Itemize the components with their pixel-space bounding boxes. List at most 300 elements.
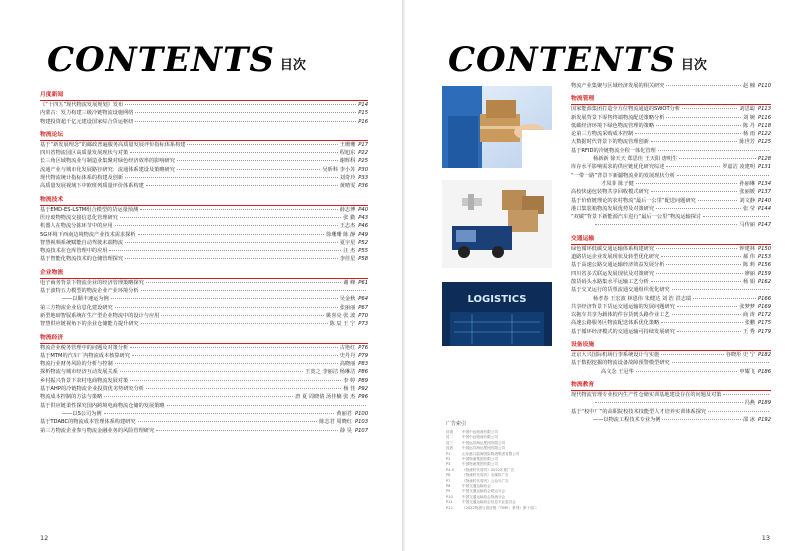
toc-entry-title: 物流产业集聚与区域经济发展的相关研究 bbox=[571, 83, 665, 89]
toc-entry[interactable] bbox=[571, 155, 771, 163]
toc-entry-title: 电子商务背景下物流企业的经济管理策略探究 bbox=[40, 279, 144, 286]
toc-leader-dots bbox=[666, 117, 741, 118]
toc-entry-title: 基于数据挖掘的物流设备故障预警模型研究 bbox=[571, 360, 670, 367]
toc-entry-author: 李佳星 bbox=[339, 256, 356, 263]
toc-entry-title: 物流行业财务风险的分析与控制 bbox=[40, 361, 113, 368]
toc-entry[interactable] bbox=[40, 279, 368, 287]
toc-entry-page: P186 bbox=[757, 368, 771, 375]
toc-entry-title: 医疗废物物流交接信息化管理研究 bbox=[40, 214, 118, 221]
toc-entry-page: P36 bbox=[358, 183, 368, 190]
toc-section-heading: 物流管理 bbox=[571, 94, 771, 105]
toc-entry[interactable] bbox=[571, 147, 771, 155]
advertiser-name: 中国远洋海运集团有限公司 bbox=[462, 440, 506, 445]
toc-leader-dots bbox=[636, 183, 738, 184]
toc-entry-title: 第三方物流企业信息化建设研究 bbox=[40, 304, 113, 311]
toc-entry[interactable] bbox=[40, 247, 368, 255]
toc-entry-title: 《“十四五”现代物流发展规划》发布 bbox=[40, 102, 124, 108]
toc-entry-author: 邵 冰 bbox=[742, 416, 755, 423]
toc-entry-author: 廖丽 bbox=[744, 270, 755, 277]
toc-entry[interactable] bbox=[571, 416, 771, 424]
page-number: 12 bbox=[40, 534, 49, 542]
toc-entry-author: 薛 昊 bbox=[339, 427, 352, 434]
toc-leader-dots bbox=[661, 322, 742, 323]
toc-leader-dots bbox=[115, 307, 338, 308]
toc-entry-title: 低碳经济环境下绿色物流管理的策略 bbox=[571, 122, 655, 129]
toc-entry-author: 谢 峰 bbox=[343, 279, 356, 286]
advertiser-name: 《物流时代周刊》2022年度广告 bbox=[462, 467, 515, 472]
toc-entry-author: 汪 杰 bbox=[343, 248, 356, 255]
toc-entry[interactable] bbox=[571, 408, 771, 416]
toc-leader-dots bbox=[156, 430, 338, 431]
toc-entry-title: 第三方物流企业参与物流金融业务的风险管理研究 bbox=[40, 427, 155, 434]
toc-entry-title: 以拖车共享为载体的件存货到头路作业工艺 bbox=[571, 312, 670, 319]
toc-entry-author: 谷晓彤 史 宁 bbox=[725, 352, 755, 359]
toc-entry-author: 王宽之 李丽洁 杨琳洁 bbox=[305, 369, 356, 376]
toc-entry-author: 王志杰 bbox=[339, 223, 356, 230]
toc-entry[interactable] bbox=[40, 214, 368, 222]
toc-entry-title: 新发展背景下零售终端物流配送策略分析 bbox=[571, 114, 665, 121]
toc-entry[interactable] bbox=[571, 130, 771, 138]
toc-entry-page: P162 bbox=[757, 278, 771, 285]
toc-entry[interactable] bbox=[571, 180, 771, 188]
toc-entry-title: 长三角区域物流业与制造业集聚对绿色经济效率的影响研究 bbox=[40, 158, 175, 165]
toc-right bbox=[571, 82, 771, 424]
toc-entry-page: P175 bbox=[757, 320, 771, 327]
toc-entry-title: 基于价值链理论的农村物流“最后一公里”配送问题研究 bbox=[571, 197, 696, 204]
toc-entry-author: 黄晴雯 bbox=[339, 183, 356, 190]
toc-leader-dots bbox=[666, 85, 741, 86]
toc-entry-page: P134 bbox=[757, 180, 771, 187]
toc-entry-page: P113 bbox=[757, 106, 771, 113]
toc-entry-page: P96 bbox=[358, 394, 368, 401]
toc-entry-author: 杨 娟 bbox=[742, 278, 755, 285]
toc-entry-page: P179 bbox=[757, 328, 771, 335]
toc-entry[interactable] bbox=[40, 182, 368, 190]
toc-leader-dots bbox=[677, 306, 738, 307]
toc-entry-author: 刘思聪 bbox=[739, 106, 755, 113]
toc-leader-dots bbox=[635, 133, 741, 134]
toc-leader-dots bbox=[125, 242, 338, 243]
toc-entry-page: P49 bbox=[358, 231, 368, 238]
toc-leader-dots bbox=[146, 185, 338, 186]
toc-entry-title: 智慧视频系统赋能自动驾驶末端物流 bbox=[40, 239, 124, 246]
toc-section-heading: 物流技术 bbox=[40, 195, 368, 206]
toc-leader-dots bbox=[125, 258, 338, 259]
toc-leader-dots bbox=[595, 402, 743, 403]
toc-entry[interactable] bbox=[571, 245, 771, 253]
advertiser-page-code: 封面 bbox=[446, 430, 454, 434]
toc-entry-title: 物建投资超千亿元建设国家综合货运枢纽 bbox=[40, 118, 134, 125]
toc-entry-title: 高速公路服务区物流配送体系优化策略 bbox=[571, 320, 660, 327]
advertiser-page-code: P6 bbox=[446, 473, 451, 478]
toc-entry-author: 黄丽君 bbox=[336, 410, 352, 417]
toc-entry[interactable] bbox=[40, 402, 368, 410]
toc-leader-dots bbox=[682, 108, 737, 109]
toc-leader-dots bbox=[703, 216, 769, 217]
toc-entry[interactable] bbox=[571, 368, 771, 376]
toc-section-heading: 交通运输 bbox=[571, 234, 771, 245]
toc-leader-dots bbox=[141, 290, 366, 291]
toc-entry-page: P137 bbox=[757, 189, 771, 196]
toc-section-heading: 物流论坛 bbox=[40, 130, 368, 141]
toc-entry[interactable] bbox=[571, 295, 771, 303]
toc-entry-page: P33 bbox=[358, 175, 368, 182]
advertiser-name: 《2022物流与供应链〈TIME〉系列》第十届二 bbox=[462, 505, 538, 510]
toc-entry-page: P67 bbox=[358, 304, 368, 311]
toc-section-heading: 物流经济 bbox=[40, 333, 368, 344]
toc-entry-page: P83 bbox=[358, 361, 368, 368]
toc-entry-title: 四川省物流园区高质量发展现状与对策 bbox=[40, 150, 129, 157]
toc-entry[interactable] bbox=[571, 188, 771, 196]
toc-entry-author: 陈 莉 bbox=[742, 262, 755, 269]
toc-leader-dots bbox=[138, 421, 318, 422]
toc-entry-author: 赵 楠 bbox=[742, 83, 755, 89]
toc-entry-page: P58 bbox=[358, 256, 368, 263]
toc-entry[interactable] bbox=[571, 213, 771, 221]
advertiser-page-code: P4-5 bbox=[446, 467, 455, 472]
toc-entry-page: P73 bbox=[358, 321, 368, 328]
contents-heading-right bbox=[448, 40, 707, 80]
toc-leader-dots bbox=[130, 380, 341, 381]
toc-entry[interactable] bbox=[40, 410, 368, 418]
toc-entry-page: P70 bbox=[358, 312, 368, 319]
toc-section-heading: 月度新闻 bbox=[40, 90, 368, 101]
toc-entry-page: P153 bbox=[757, 254, 771, 261]
toc-entry-title: 杨孝春 王宏波 林恩伟 朱健达 刘 浩 洪志瑞 bbox=[593, 295, 692, 302]
toc-entry-title: 共享经济背景下货运交通运输的发展问题研究 bbox=[571, 303, 675, 310]
toc-entry[interactable] bbox=[40, 157, 368, 165]
toc-entry-author: 程旭东 bbox=[339, 150, 356, 157]
advertiser-row bbox=[446, 506, 558, 511]
toc-entry-title: 物流技术在仓库管理中的应用 bbox=[40, 248, 108, 255]
toc-entry[interactable] bbox=[571, 278, 771, 286]
toc-entry-author: 薛志博 bbox=[339, 206, 356, 213]
advertiser-name: 《物流时代周刊》公众号广告 bbox=[462, 478, 509, 483]
toc-section-heading: 企业物流 bbox=[40, 268, 368, 279]
toc-entry[interactable] bbox=[571, 163, 771, 171]
advertiser-page-code: 封底 bbox=[446, 446, 454, 451]
toc-entry[interactable] bbox=[40, 118, 368, 126]
logistics-photo-text: LOGISTICS bbox=[467, 294, 527, 305]
toc-entry-author: 谢辉科 bbox=[339, 158, 356, 165]
toc-entry-title: 绿色循环低碳交通运输体系构建研究 bbox=[571, 245, 655, 252]
toc-entry-author: 张 勤 bbox=[343, 214, 356, 221]
toc-entry[interactable] bbox=[40, 101, 368, 109]
toc-entry-author: 刘文静 bbox=[739, 197, 755, 204]
toc-entry[interactable] bbox=[571, 221, 771, 229]
toc-entry[interactable] bbox=[40, 393, 368, 401]
toc-entry-author: 张丽媛 bbox=[739, 189, 755, 196]
toc-entry-page: P43 bbox=[358, 214, 368, 221]
toc-entry-page: P107 bbox=[354, 427, 368, 434]
toc-entry-title: 论第三方物流采购成本控制 bbox=[571, 131, 634, 138]
toc-leader-dots bbox=[666, 166, 720, 167]
toc-leader-dots bbox=[651, 141, 738, 142]
toc-entry-author: 高晓丽 bbox=[339, 361, 356, 368]
toc-entry-page: P76 bbox=[358, 344, 368, 351]
toc-entry-title: 北京大兴国际机场行李系统设计与实施 bbox=[571, 352, 660, 359]
advertiser-page-code: P8 bbox=[446, 484, 451, 489]
toc-leader-dots bbox=[125, 177, 338, 178]
toc-entry-title: 基于“新发展理念”的邮政普遍服务高质量发展评价指标体系构建 bbox=[40, 141, 186, 148]
toc-entry[interactable] bbox=[40, 295, 368, 303]
toc-entry[interactable] bbox=[40, 377, 368, 385]
toc-entry[interactable] bbox=[40, 385, 368, 393]
toc-entry-title: ——以顺丰速运为例 bbox=[62, 296, 109, 303]
toc-entry[interactable] bbox=[40, 141, 368, 149]
toc-entry-page: P169 bbox=[757, 303, 771, 310]
toc-leader-dots bbox=[146, 388, 341, 389]
toc-entry[interactable] bbox=[571, 286, 771, 294]
toc-entry-title: 道路货运企业发展现状及转型优化研究 bbox=[571, 254, 660, 261]
toc-entry[interactable] bbox=[571, 319, 771, 327]
toc-entry-title: 智慧供应链视角下的企业仓储能力提升研究 bbox=[40, 321, 139, 328]
toc-entry[interactable] bbox=[40, 206, 368, 214]
toc-entry-page: P128 bbox=[757, 156, 771, 163]
toc-entry-page: P125 bbox=[757, 139, 771, 146]
photo-truck-cargo bbox=[442, 180, 552, 268]
toc-entry-page: P172 bbox=[757, 312, 771, 319]
advertiser-page-code: P1 bbox=[446, 451, 451, 456]
left-page bbox=[0, 0, 404, 551]
toc-entry-author: 王 秀 bbox=[742, 328, 755, 335]
toc-entry-author: 钟建林 bbox=[739, 245, 755, 252]
toc-entry-author: 夏宇星 bbox=[339, 239, 356, 246]
toc-entry-title: 高校快递包装物共享回收模式研究 bbox=[571, 189, 649, 196]
toc-entry-page: P64 bbox=[358, 296, 368, 303]
toc-entry-title: 基于循环经济模式的交通运输可持续发展研究 bbox=[571, 328, 675, 335]
toc-entry-title: “双碳”背景下新能源汽车进行“最后一公里”物流运输探讨 bbox=[571, 214, 702, 221]
toc-entry-author: 杨 雨 bbox=[742, 131, 755, 138]
toc-leader-dots bbox=[661, 354, 724, 355]
contents-title: CONTENTS bbox=[47, 40, 275, 80]
toc-entry[interactable] bbox=[571, 311, 771, 319]
toc-entry-author: 刘奇玲 bbox=[339, 175, 356, 182]
advertiser-index bbox=[446, 420, 558, 511]
toc-entry-title: 大数据时代背景下的物流管理创新 bbox=[571, 139, 649, 146]
advertiser-page-code: P7 bbox=[446, 478, 451, 483]
advertiser-name: 中国交通运输协会物流分会 bbox=[462, 494, 506, 499]
toc-entry[interactable] bbox=[40, 174, 368, 182]
toc-entry-title: 乡村振兴背景下农村电商物流发展对策 bbox=[40, 377, 129, 384]
toc-leader-dots bbox=[651, 281, 741, 282]
toc-entry[interactable] bbox=[571, 303, 771, 311]
toc-leader-dots bbox=[146, 282, 341, 283]
toc-entry-author: 冯燕 bbox=[744, 400, 755, 407]
toc-entry[interactable] bbox=[571, 138, 771, 146]
toc-entry-page: P25 bbox=[358, 158, 368, 165]
toc-leader-dots bbox=[662, 419, 740, 420]
toc-leader-dots bbox=[679, 158, 756, 159]
toc-entry-title: 内蒙古：发力构建三级冷链物流设施网络 bbox=[40, 110, 134, 117]
toc-entry[interactable] bbox=[571, 270, 771, 278]
toc-entry-page: P40 bbox=[358, 206, 368, 213]
toc-entry[interactable] bbox=[571, 328, 771, 336]
toc-entry-page: P103 bbox=[354, 419, 368, 426]
toc-entry-title: 高质量发展视域下中欧班列质量评价体系构建 bbox=[40, 183, 144, 190]
toc-entry[interactable] bbox=[571, 114, 771, 122]
toc-entry-title: 基于MTM的汽车厂内物流成本核算研究 bbox=[40, 352, 130, 359]
toc-entry[interactable] bbox=[571, 351, 771, 359]
toc-entry-author: 张丽丽 bbox=[339, 304, 356, 311]
toc-entry-author: 王珊珊 bbox=[339, 141, 356, 148]
toc-entry-page: P17 bbox=[358, 141, 368, 148]
advertiser-name: 中国中远物流有限公司 bbox=[462, 430, 498, 434]
contents-title-cn: 目次 bbox=[680, 58, 707, 73]
toc-entry-page: P182 bbox=[757, 352, 771, 359]
toc-entry-title: 基于RFID的冷链物流全程一体化管理 bbox=[571, 147, 656, 154]
advertiser-page-code: 封三 bbox=[446, 440, 454, 445]
toc-leader-dots bbox=[132, 355, 338, 356]
toc-entry-page: P100 bbox=[354, 410, 368, 417]
toc-entry[interactable] bbox=[40, 427, 368, 435]
photo-delivery-courier bbox=[442, 86, 552, 168]
toc-leader-dots bbox=[656, 273, 743, 274]
toc-leader-dots bbox=[115, 225, 338, 226]
toc-leader-dots bbox=[120, 371, 303, 372]
toc-leader-dots bbox=[109, 250, 341, 251]
toc-entry-title: 物流企业税务管理中的问题及对策分析 bbox=[40, 344, 129, 351]
advertiser-name: 中国物流集团有限公司 bbox=[462, 462, 498, 467]
toc-entry[interactable] bbox=[40, 149, 368, 157]
advertiser-name: 中国远洋海运集团有限公司 bbox=[462, 446, 506, 451]
toc-entry[interactable] bbox=[571, 122, 771, 130]
toc-leader-dots bbox=[666, 264, 741, 265]
toc-entry-title: 基于高速公路交通运输经济效益发展分析 bbox=[571, 262, 665, 269]
toc-entry-author: 郝 伟 bbox=[742, 254, 755, 261]
toc-entry-page: P14 bbox=[358, 102, 368, 108]
toc-entry-page: P159 bbox=[757, 270, 771, 277]
toc-entry-title: 机器人在物流分拣环节中的应用 bbox=[40, 223, 113, 230]
toc-entry-author: 姚喜亮 张 波 bbox=[326, 312, 356, 319]
toc-leader-dots bbox=[187, 144, 337, 145]
toc-entry[interactable] bbox=[571, 391, 771, 399]
toc-entry-title: 基于供应链柔性探究国内跨境电商物流仓储的发展策略 bbox=[40, 402, 165, 409]
toc-entry-author: 陈志君 周晓红 bbox=[319, 419, 352, 426]
toc-entry[interactable] bbox=[40, 166, 368, 174]
toc-leader-dots bbox=[135, 112, 356, 113]
toc-entry[interactable] bbox=[40, 352, 368, 360]
advertiser-page-code: P12 bbox=[446, 505, 453, 510]
toc-entry[interactable] bbox=[571, 359, 771, 367]
toc-entry[interactable] bbox=[40, 222, 368, 230]
advertiser-page-code: P3 bbox=[446, 462, 451, 467]
toc-entry-title: 现代物流管理专业校内生产性仓储实训基地建设存在的问题及对策 bbox=[571, 391, 722, 398]
toc-entry-page: P156 bbox=[757, 262, 771, 269]
toc-leader-dots bbox=[125, 104, 356, 105]
toc-section-heading: 设备设施 bbox=[571, 340, 771, 351]
toc-entry-title: “一带一路”背景下新疆物流业的发展现状分析 bbox=[571, 172, 675, 179]
toc-leader-dots bbox=[693, 298, 756, 299]
toc-entry[interactable] bbox=[40, 418, 368, 426]
toc-entry[interactable] bbox=[40, 312, 368, 320]
toc-leader-dots bbox=[672, 362, 769, 363]
toc-entry-title: 港口集装箱物流发展优势及对策研究 bbox=[571, 205, 655, 212]
toc-entry[interactable] bbox=[571, 261, 771, 269]
toc-entry-page: P140 bbox=[757, 197, 771, 204]
toc-entry[interactable] bbox=[40, 360, 368, 368]
toc-entry-author: 申耀飞 bbox=[739, 368, 755, 375]
toc-entry[interactable] bbox=[571, 105, 771, 113]
toc-section-heading: 物流教育 bbox=[571, 380, 771, 391]
toc-entry-page: P150 bbox=[757, 245, 771, 252]
toc-entry-page: P30 bbox=[358, 166, 368, 173]
toc-entry-author: 吴金秋 bbox=[339, 296, 356, 303]
toc-entry-author: 古艳红 bbox=[339, 344, 356, 351]
toc-entry[interactable] bbox=[40, 239, 368, 247]
toc-entry-page: P15 bbox=[358, 110, 368, 117]
toc-entry-title: 杨新新 徐天天 郑思佳 王天阳 唐明生 bbox=[593, 156, 678, 163]
toc-entry[interactable] bbox=[40, 344, 368, 352]
toc-leader-dots bbox=[161, 315, 324, 316]
advertiser-page-code: P2 bbox=[446, 457, 451, 462]
toc-leader-dots bbox=[677, 331, 741, 332]
toc-leader-dots bbox=[135, 121, 356, 122]
toc-entry-page: P55 bbox=[358, 248, 368, 255]
contents-title-cn: 目次 bbox=[279, 58, 306, 73]
toc-entry[interactable] bbox=[40, 304, 368, 312]
toc-entry[interactable] bbox=[40, 109, 368, 117]
toc-leader-dots bbox=[177, 169, 321, 170]
toc-leader-dots bbox=[177, 160, 338, 161]
toc-leader-dots bbox=[698, 200, 738, 201]
toc-entry[interactable] bbox=[571, 399, 771, 407]
toc-entry[interactable] bbox=[571, 253, 771, 261]
toc-entry-author: 陈 丹 bbox=[742, 122, 755, 129]
toc-entry[interactable] bbox=[571, 197, 771, 205]
toc-entry-author: 史丹丹 bbox=[339, 352, 356, 359]
toc-entry-page: P118 bbox=[757, 122, 771, 129]
toc-entry-title: 基于EMD-ES-LSTM组合模型的货运量预测 bbox=[40, 206, 139, 213]
toc-entry-page: P131 bbox=[757, 164, 771, 171]
toc-leader-dots bbox=[104, 396, 293, 397]
toc-entry-author: 马传丽 bbox=[739, 222, 755, 229]
toc-entry-author: 陈世芳 bbox=[739, 139, 755, 146]
toc-entry[interactable] bbox=[40, 255, 368, 263]
toc-entry[interactable] bbox=[40, 287, 368, 295]
photo-logistics-tablet bbox=[442, 282, 552, 346]
toc-leader-dots bbox=[661, 256, 741, 257]
toc-entry-page: P61 bbox=[358, 279, 368, 286]
toc-leader-dots bbox=[120, 217, 341, 218]
toc-entry-author: 刘 婉 bbox=[742, 114, 755, 121]
toc-leader-dots bbox=[656, 248, 737, 249]
toc-entry-author: 吴昕科 李小苏 bbox=[322, 166, 356, 173]
toc-entry-page: P86 bbox=[358, 369, 368, 376]
toc-entry[interactable] bbox=[40, 368, 368, 376]
toc-entry[interactable] bbox=[40, 231, 368, 239]
advertiser-name: 中国交通运输协会联运分会 bbox=[462, 489, 506, 494]
advertiser-name: 《物流时代周刊》全媒体广告 bbox=[462, 473, 509, 478]
toc-entry-title: 才凤菲 陈子健 bbox=[601, 180, 634, 187]
toc-entry-title: 库存水平影响需求的供应链优化研究综述 bbox=[571, 164, 665, 171]
toc-entry-title: 高文念 王冠华 bbox=[601, 368, 634, 375]
toc-entry-page: P192 bbox=[757, 416, 771, 423]
toc-entry-page: P144 bbox=[757, 205, 771, 212]
toc-entry-page: P16 bbox=[358, 118, 368, 125]
toc-leader-dots bbox=[140, 209, 338, 210]
toc-entry[interactable] bbox=[571, 82, 771, 90]
contents-title: CONTENTS bbox=[448, 40, 676, 80]
advertiser-name: 中国物流集团有限公司 bbox=[462, 457, 498, 462]
toc-entry-title: 基于TDABC的物流成本管理体系构建研究 bbox=[40, 419, 136, 426]
advertiser-page-code: P11 bbox=[446, 500, 453, 505]
toc-entry[interactable] bbox=[571, 205, 771, 213]
advertiser-page-code: 封二 bbox=[446, 435, 454, 440]
toc-entry-title: 新型地磅智驭系统在生产型企业物流中的设计与应用 bbox=[40, 312, 160, 319]
toc-entry[interactable] bbox=[571, 172, 771, 180]
toc-entry[interactable] bbox=[40, 320, 368, 328]
